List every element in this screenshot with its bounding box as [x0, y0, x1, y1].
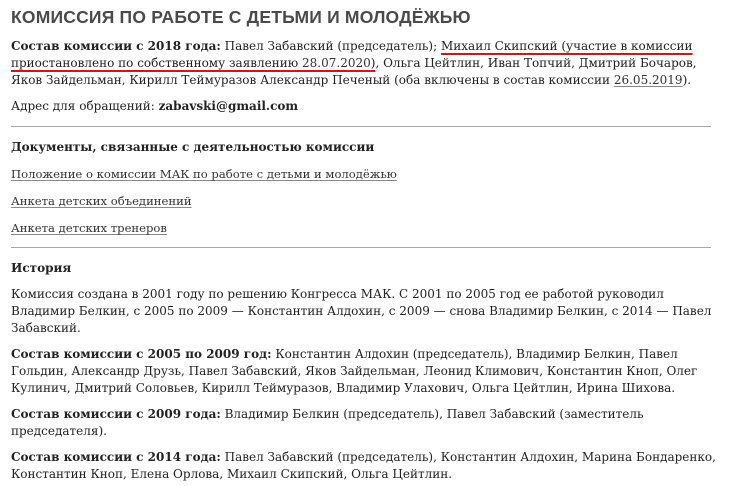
date-link-28-07-2020[interactable]: 28.07.2020 — [302, 56, 371, 70]
composition-2018-label: Состав комиссии с 2018 года: — [11, 39, 221, 53]
page-content — [11, 0, 716, 483]
document-item — [11, 166, 716, 183]
history-period-2009 — [11, 406, 716, 440]
history-period-label: Состав комиссии с 2005 по 2009 год: — [11, 347, 272, 361]
address-label: Адрес для обращений: — [11, 99, 159, 113]
highlighted-note-part1: Михаил Скипский (участие в комиссии приостановлено по собственному заявлению — [11, 39, 693, 70]
composition-2018 — [11, 38, 716, 89]
document-item — [11, 220, 716, 237]
composition-2018-text-end: ). — [682, 73, 692, 87]
document-link-youth-associations-form[interactable]: Анкета детских объединений — [11, 194, 192, 208]
page-title: КОМИССИЯ ПО РАБОТЕ С ДЕТЬМИ И МОЛОДЁЖЬЮ — [11, 7, 471, 27]
history-heading: История — [11, 261, 72, 275]
history-intro: Комиссия создана в 2001 году по решению Конгресса МАК. С 2001 по 2005 год ее работой руководил Владимир Белкин, с 2005 по 2009 — Константин Алдохин, с 2009 — снова Владимир Белкин, с 2014 — Павел Забавский. — [11, 287, 712, 335]
document-item — [11, 193, 716, 210]
date-link-26-05-2019[interactable]: 26.05.2019 — [613, 73, 683, 87]
document-link-regulations[interactable]: Положение о комиссии МАК по работе с детьми и молодёжью — [11, 167, 397, 181]
history-period-2014 — [11, 449, 716, 483]
divider — [11, 126, 711, 127]
history-period-label: Состав комиссии с 2009 года: — [11, 407, 221, 421]
composition-2018-text-after: , Ольга Цейтлин, Иван Топчий, Дмитрий Бочаров, Яков Зайдельман, Кирилл Теймуразов Александр Печеный (оба включены в состав комиссии — [11, 56, 697, 87]
contact-address — [11, 98, 716, 115]
composition-2018-text-before: Павел Забавский (председатель); — [220, 39, 441, 53]
highlighted-note-part2: ) — [370, 56, 376, 70]
document-link-youth-coaches-form[interactable]: Анкета детских тренеров — [11, 221, 167, 235]
divider — [11, 247, 711, 248]
history-period-text: Константин Алдохин (председатель), Владимир Белкин, Павел Гольдин, Александр Друзь, Павел Забавский, Яков Зайдельман, Леонид Климович, Константин Кноп, Олег Кулинич, Дмитрий Соловьев, Кирилл Теймуразов, Владимир Улахович, Ольга Цейтлин, Ирина Шихова. — [11, 347, 698, 395]
history-period-text: Владимир Белкин (председатель), Павел Забавский (заместитель председателя). — [11, 407, 644, 438]
contact-email: zabavski@gmail.com — [158, 99, 299, 113]
history-period-text: Павел Забавский (председатель), Константин Алдохин, Марина Бондаренко, Константин Кноп, Елена Орлова, Михаил Скипский, Ольга Цейтлин. — [11, 450, 716, 481]
documents-heading: Документы, связанные с деятельностью комиссии — [11, 140, 375, 154]
history-period-2005-2009 — [11, 346, 716, 397]
history-period-label: Состав комиссии с 2014 года: — [11, 450, 221, 464]
